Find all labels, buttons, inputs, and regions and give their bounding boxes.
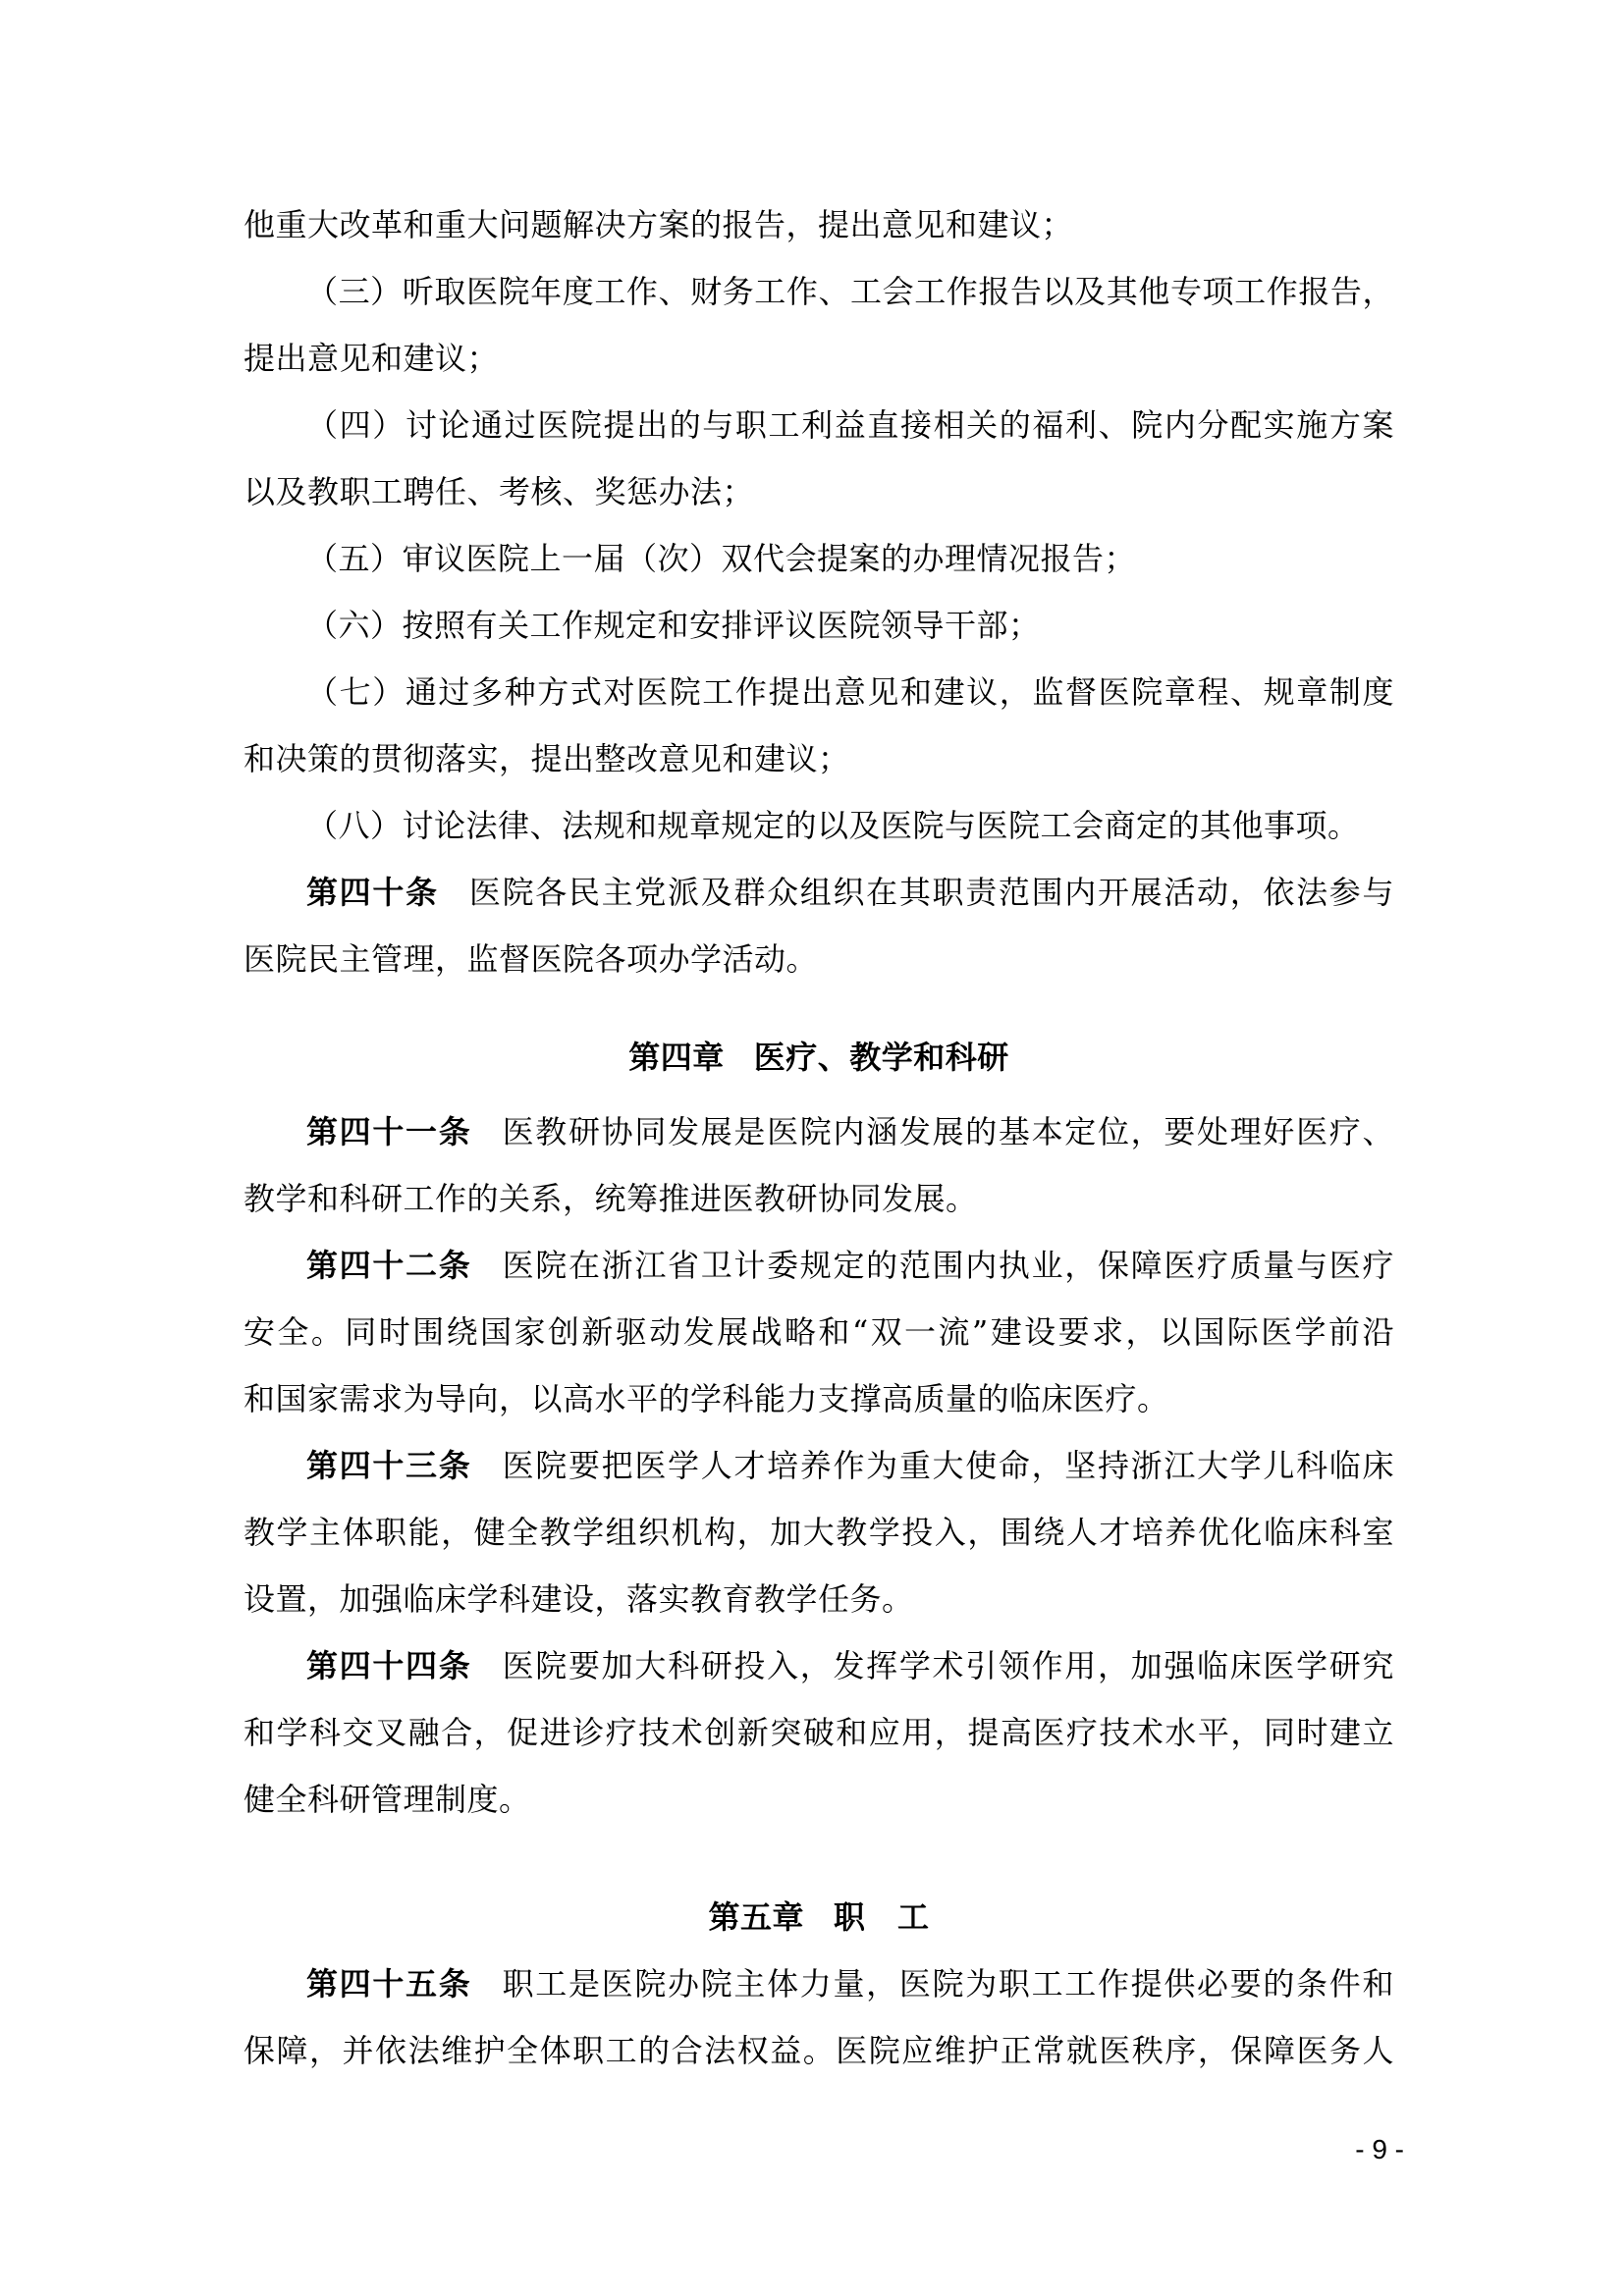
- text-line: 设置，加强临床学科建设，落实教育教学任务。: [244, 1580, 914, 1618]
- article-40: 第四十条 医院各民主党派及群众组织在其职责范围内开展活动，依法参与: [306, 874, 1394, 911]
- list-item-4: （四）讨论通过医院提出的与职工利益直接相关的福利、院内分配实施方案: [306, 406, 1394, 444]
- article-label: 第四十五条: [306, 1965, 472, 2002]
- article-label: 第四十四条: [306, 1647, 472, 1684]
- list-item-7: （七）通过多种方式对医院工作提出意见和建议，监督医院章程、规章制度: [306, 673, 1394, 711]
- page-number: - 9 -: [1355, 2134, 1404, 2164]
- text-line: 教学主体职能，健全教学组织机构，加大教学投入，围绕人才培养优化临床科室: [244, 1514, 1394, 1551]
- list-item-3: （三）听取医院年度工作、财务工作、工会工作报告以及其他专项工作报告，: [306, 273, 1394, 310]
- article-label: 第四十二条: [306, 1247, 472, 1284]
- text-line: 和学科交叉融合，促进诊疗技术创新突破和应用，提高医疗技术水平，同时建立: [244, 1714, 1394, 1751]
- list-item-6: （六）按照有关工作规定和安排评议医院领导干部；: [306, 607, 1041, 644]
- article-label: 第四十一条: [306, 1113, 472, 1150]
- text-line: 以及教职工聘任、考核、奖惩办法；: [244, 473, 755, 510]
- article-41: 第四十一条 医教研协同发展是医院内涵发展的基本定位，要处理好医疗、: [306, 1113, 1394, 1150]
- article-label: 第四十三条: [306, 1447, 472, 1484]
- chapter-heading-5: 第五章 职 工: [708, 1898, 930, 1936]
- article-43: 第四十三条 医院要把医学人才培养作为重大使命，坚持浙江大学儿科临床: [306, 1447, 1394, 1484]
- article-45: 第四十五条 职工是医院办院主体力量，医院为职工工作提供必要的条件和: [306, 1965, 1394, 2002]
- text-line: 教学和科研工作的关系，统筹推进医教研协同发展。: [244, 1180, 978, 1217]
- list-item-8: （八）讨论法律、法规和规章规定的以及医院与医院工会商定的其他事项。: [306, 807, 1360, 844]
- article-label: 第四十条: [306, 874, 439, 911]
- text-line: 和决策的贯彻落实，提出整改意见和建议；: [244, 740, 850, 777]
- article-44: 第四十四条 医院要加大科研投入，发挥学术引领作用，加强临床医学研究: [306, 1647, 1394, 1684]
- text-line: 他重大改革和重大问题解决方案的报告，提出意见和建议；: [244, 206, 1074, 243]
- chapter-heading-4: 第四章 医疗、教学和科研: [628, 1039, 1009, 1076]
- list-item-5: （五）审议医院上一届（次）双代会提案的办理情况报告；: [306, 540, 1137, 577]
- text-line: 安全。同时围绕国家创新驱动发展战略和“双一流”建设要求，以国际医学前沿: [244, 1313, 1394, 1351]
- text-line: 提出意见和建议；: [244, 340, 500, 377]
- text-line: 健全科研管理制度。: [244, 1781, 531, 1818]
- text-line: 和国家需求为导向，以高水平的学科能力支撑高质量的临床医疗。: [244, 1380, 1169, 1417]
- article-42: 第四十二条 医院在浙江省卫计委规定的范围内执业，保障医疗质量与医疗: [306, 1247, 1394, 1284]
- text-line: 保障，并依法维护全体职工的合法权益。医院应维护正常就医秩序，保障医务人: [244, 2032, 1394, 2069]
- text-line: 医院民主管理，监督医院各项办学活动。: [244, 940, 819, 978]
